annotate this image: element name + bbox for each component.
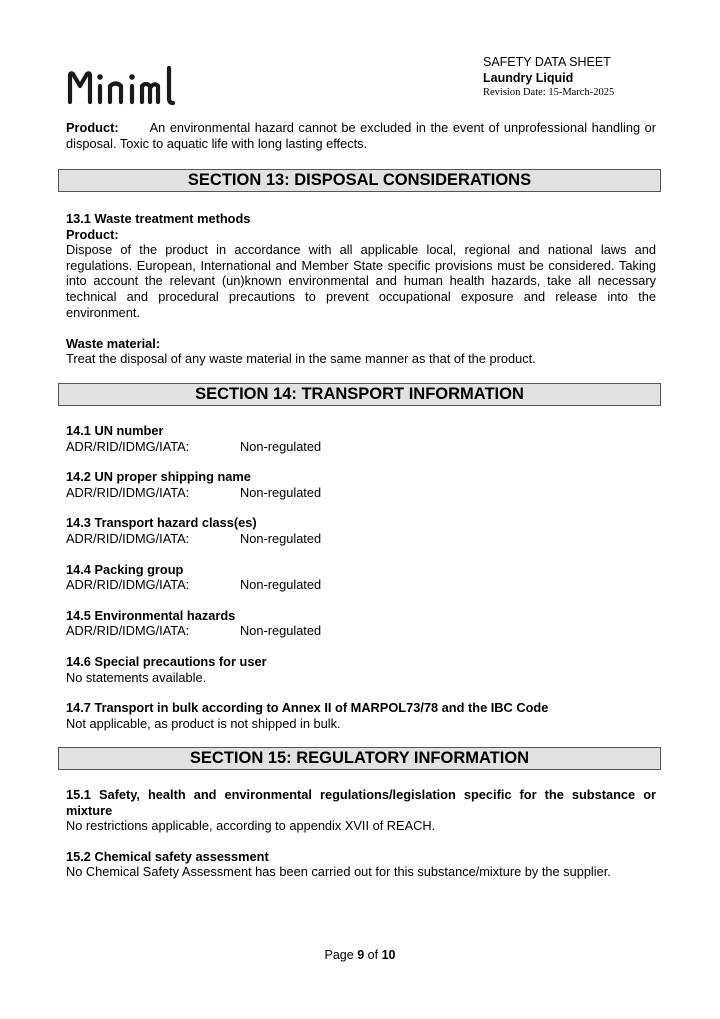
waste-material-label: Waste material: bbox=[66, 335, 161, 351]
transport-item-value: Non-regulated bbox=[240, 577, 322, 593]
transport-item-heading: 14.5 Environmental hazards bbox=[66, 607, 236, 623]
transport-item-row bbox=[66, 531, 656, 547]
section-15-title: SECTION 15: REGULATORY INFORMATION bbox=[58, 747, 661, 770]
waste-treatment-heading: 13.1 Waste treatment methods bbox=[66, 211, 251, 226]
transport-item-key: ADR/RID/IDMG/IATA: bbox=[66, 530, 190, 546]
transport-item-row bbox=[66, 485, 656, 501]
transport-item-key: ADR/RID/IDMG/IATA: bbox=[66, 438, 190, 454]
document-header bbox=[483, 54, 614, 99]
special-precautions-heading: 14.6 Special precautions for user bbox=[66, 653, 267, 669]
bulk-transport-heading: 14.7 Transport in bulk according to Annex II of MARPOL73/78 and the IBC Code bbox=[66, 700, 549, 716]
waste-material-text: Treat the disposal of any waste material in the same manner as that of the product. bbox=[66, 351, 536, 367]
transport-item-value: Non-regulated bbox=[240, 484, 322, 500]
revision-date: Revision Date: 15-March-2025 bbox=[483, 87, 615, 98]
safety-assessment-text: No Chemical Safety Assessment has been carried out for this substance/mixture by the supplier. bbox=[66, 864, 611, 880]
transport-item-heading: 14.4 Packing group bbox=[66, 561, 184, 577]
intro-text: An environmental hazard cannot be excluded in the event of unprofessional handling or disposal. Toxic to aquatic life with long lasting effects. bbox=[66, 120, 656, 151]
transport-item-value: Non-regulated bbox=[240, 438, 322, 454]
section-15-body bbox=[66, 787, 656, 880]
special-precautions-text: No statements available. bbox=[66, 669, 207, 685]
transport-item-key: ADR/RID/IDMG/IATA: bbox=[66, 577, 190, 593]
transport-item-value: Non-regulated bbox=[240, 530, 322, 546]
brand-logo bbox=[66, 64, 178, 108]
section-14-title: SECTION 14: TRANSPORT INFORMATION bbox=[58, 383, 661, 406]
page-total: 10 bbox=[381, 948, 396, 962]
transport-item-heading: 14.3 Transport hazard class(es) bbox=[66, 515, 257, 531]
section-13-title: SECTION 13: DISPOSAL CONSIDERATIONS bbox=[58, 169, 661, 192]
section-13-body bbox=[66, 211, 656, 367]
page-footer bbox=[0, 948, 720, 962]
intro-block bbox=[66, 120, 656, 151]
transport-item-heading: 14.2 UN proper shipping name bbox=[66, 469, 251, 485]
transport-item-heading: 14.1 UN number bbox=[66, 423, 164, 438]
intro-label: Product: bbox=[66, 120, 119, 135]
document-type: SAFETY DATA SHEET bbox=[483, 55, 611, 69]
transport-item-row bbox=[66, 623, 656, 639]
bulk-transport-text: Not applicable, as product is not shipped in bulk. bbox=[66, 715, 341, 731]
product-name: Laundry Liquid bbox=[483, 71, 574, 85]
section-14-body bbox=[66, 423, 656, 731]
product-label: Product: bbox=[66, 226, 119, 242]
regulations-heading: 15.1 Safety, health and environmental regulations/legislation specific for the substance or mixture bbox=[66, 787, 656, 818]
transport-item-row bbox=[66, 577, 656, 593]
page-word: Page bbox=[324, 948, 354, 962]
transport-item-key: ADR/RID/IDMG/IATA: bbox=[66, 623, 190, 639]
transport-item-row bbox=[66, 439, 656, 455]
safety-assessment-heading: 15.2 Chemical safety assessment bbox=[66, 848, 269, 864]
transport-item-key: ADR/RID/IDMG/IATA: bbox=[66, 484, 190, 500]
intro-paragraph bbox=[66, 120, 656, 151]
page-current: 9 bbox=[357, 948, 365, 962]
product-disposal-text: Dispose of the product in accordance with all applicable local, regional and national laws and regulations. European, International and Member State specific provisions must be considered. Taking into account the relevant (un)known environmental and human health hazards, take all necessary technical and procedural precautions to prevent occupational exposure and release into the environment. bbox=[66, 242, 656, 320]
of-word: of bbox=[367, 948, 379, 962]
transport-item-value: Non-regulated bbox=[240, 623, 322, 639]
regulations-text: No restrictions applicable, according to appendix XVII of REACH. bbox=[66, 818, 436, 834]
